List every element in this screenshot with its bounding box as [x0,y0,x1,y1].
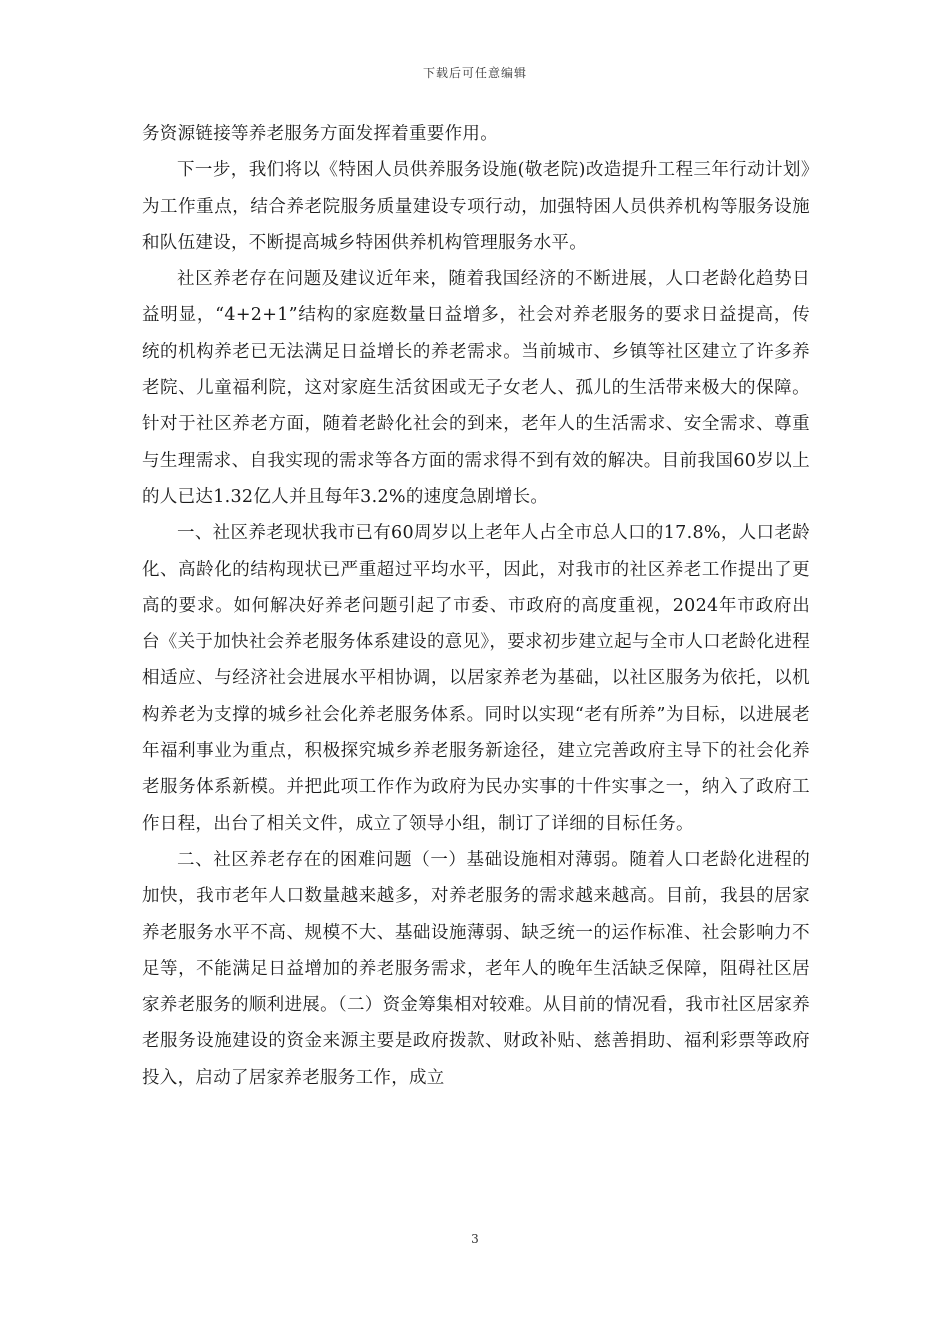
paragraph-continuation: 务资源链接等养老服务方面发挥着重要作用。 [142,124,498,144]
paragraph-current-status: 一、社区养老现状我市已有60周岁以上老年人占全市总人口的17.8%，人口老龄化、高龄化的结构现状已严重超过平均水平，因此，对我市的社区养老工作提出了更高的要求。如何解决好养老问题引起了市委、市政府的高度重视，2024年市政府出台《关于加快社会养老服务体系建设的意见》，要求初步建立起与全市人口老龄化进程相适应、与经济社会进展水平相协调，以居家养老为基础，以社区服务为依托，以机构养老为支撑的城乡社会化养老服务体系。同时以实现“老有所养”为目标，以进展老年福利事业为重点，积极探究城乡养老服务新途径，建立完善政府主导下的社会化养老服务体系新模。并把此项工作作为政府为民办实事的十件实事之一，纳入了政府工作日程，出台了相关文件，成立了领导小组，制订了详细的目标任务。 [142,523,810,834]
page-header-note: 下载后可任意编辑 [422,66,527,80]
document-body [142,116,810,1096]
paragraph-next-steps: 下一步，我们将以《特困人员供养服务设施(敬老院)改造提升工程三年行动计划》为工作重点，结合养老院服务质量建设专项行动，加强特困人员供养机构等服务设施和队伍建设，不断提高城乡特困供养机构管理服务水平。 [142,160,810,253]
paragraph-difficulties: 二、社区养老存在的困难问题（一）基础设施相对薄弱。随着人口老龄化进程的加快，我市老年人口数量越来越多，对养老服务的需求越来越高。目前，我县的居家养老服务水平不高、规模不大、基础设施薄弱、缺乏统一的运作标准、社会影响力不足等，不能满足日益增加的养老服务需求，老年人的晚年生活缺乏保障，阻碍社区居家养老服务的顺利进展。（二）资金筹集相对较难。从目前的情况看，我市社区居家养老服务设施建设的资金来源主要是政府拨款、财政补贴、慈善捐助、福利彩票等政府投入，启动了居家养老服务工作，成立 [142,849,810,1088]
paragraph-community-elderly-issues: 社区养老存在问题及建议近年来，随着我国经济的不断进展，人口老龄化趋势日益明显，“4+2+1”结构的家庭数量日益增多，社会对养老服务的要求日益提高，传统的机构养老已无法满足日益增长的养老需求。当前城市、乡镇等社区建立了许多养老院、儿童福利院，这对家庭生活贫困或无子女老人、孤儿的生活带来极大的保障。针对于社区养老方面，随着老龄化社会的到来，老年人的生活需求、安全需求、尊重与生理需求、自我实现的需求等各方面的需求得不到有效的解决。目前我国60岁以上的人已达1.32亿人并且每年3.2%的速度急剧增长。 [142,269,810,507]
page-number: 3 [471,1232,479,1246]
